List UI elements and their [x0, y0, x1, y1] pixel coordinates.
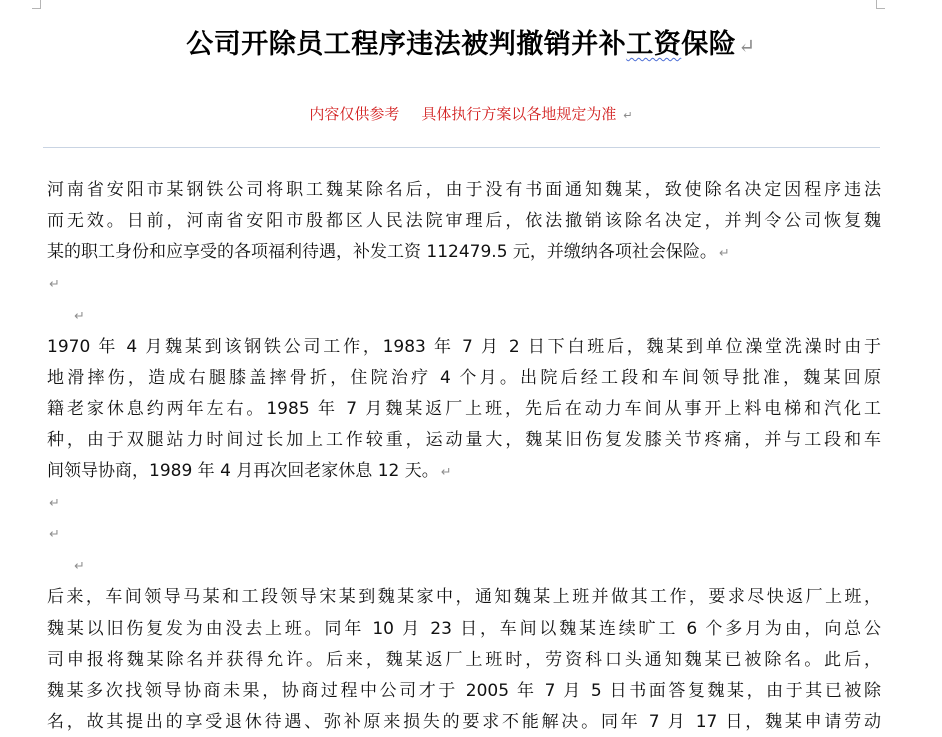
empty-paragraph[interactable]	[47, 487, 881, 517]
page-corner-mark-left	[32, 0, 41, 9]
disclaimer-part2: 具体执行方案以各地规定为准	[421, 105, 617, 123]
paragraph2-line[interactable]: 地滑摔伤，造成右腿膝盖摔骨折，住院治疗 4 个月。出院后经工段和车间领导批准，魏某回原	[47, 368, 881, 388]
paragraph3-line[interactable]: 后来，车间领导马某和工段领导宋某到魏某家中，通知魏某上班并做其工作，要求尽快返厂上班，	[47, 587, 881, 607]
paragraph2-line[interactable]: 1970 年 4 月魏某到该钢铁公司工作，1983 年 7 月 2 日下白班后，魏某到单位澡堂洗澡时由于	[47, 337, 881, 357]
paragraph-mark-icon: ↵	[74, 559, 85, 574]
empty-paragraph[interactable]	[72, 300, 906, 330]
paragraph3-line[interactable]: 名，故其提出的享受退休待遇、弥补原来损失的要求不能解决。同年 7 月 17 日，魏某申请劳动	[47, 712, 881, 732]
paragraph-mark-icon: ↵	[440, 465, 452, 480]
paragraph-mark-icon: ↵	[49, 496, 60, 511]
paragraph1-line[interactable]: 河南省安阳市某钢铁公司将职工魏某除名后，由于没有书面通知魏某，致使除名决定因程序违法	[47, 180, 881, 200]
paragraph2-line[interactable]: 种，由于双腿站力时间过长加上工作较重，运动量大，魏某旧伤复发膝关节疼痛，并与工段和车	[47, 430, 881, 450]
paragraph-mark-icon: ↵	[74, 309, 85, 324]
paragraph3-line[interactable]: 魏某多次找领导协商未果，协商过程中公司才于 2005 年 7 月 5 日书面答复魏某，由于其已被除	[47, 681, 881, 701]
paragraph2-line[interactable]: 间领导协商，1989 年 4 月再次回老家休息 12 天。 ↵	[47, 461, 452, 481]
spellcheck-underline: 工资	[626, 29, 682, 60]
disclaimer-part1: 内容仅供参考	[309, 105, 400, 123]
paragraph-mark-icon: ↵	[49, 527, 60, 542]
paragraph3-line[interactable]: 司申报将魏某除名并获得允许。后来，魏某返厂上班时，劳资科口头通知魏某已被除名。此后，	[47, 650, 881, 670]
paragraph3-line[interactable]: 魏某以旧伤复发为由没去上班。同年 10 月 23 日，车间以魏某连续旷工 6 个多月为由，向总公	[47, 619, 881, 639]
title-text: 公司开除员工程序违法被判撤销并补工资保险	[186, 29, 737, 60]
paragraph1-line[interactable]: 而无效。日前，河南省安阳市殷都区人民法院审理后，依法撤销该除名决定，并判令公司恢复魏	[47, 211, 881, 231]
document-title[interactable]	[0, 22, 942, 61]
paragraph-mark-icon: ↵	[718, 246, 730, 261]
empty-paragraph[interactable]	[72, 550, 906, 580]
empty-paragraph[interactable]	[47, 268, 881, 298]
paragraph1-line[interactable]: 某的职工身份和应享受的各项福利待遇，补发工资 112479.5 元，并缴纳各项社会保险。 ↵	[47, 242, 730, 262]
header-divider	[43, 147, 880, 148]
disclaimer	[0, 103, 942, 124]
paragraph-mark-icon: ↵	[49, 277, 60, 292]
paragraph-mark-icon: ↵	[623, 109, 633, 122]
empty-paragraph[interactable]	[47, 518, 881, 548]
paragraph-mark-icon: ↵	[738, 34, 756, 58]
page-corner-mark-right	[876, 0, 885, 9]
paragraph2-line[interactable]: 籍老家休息约两年左右。1985 年 7 月魏某返厂上班，先后在动力车间从事开上料电梯和汽化工	[47, 399, 881, 419]
